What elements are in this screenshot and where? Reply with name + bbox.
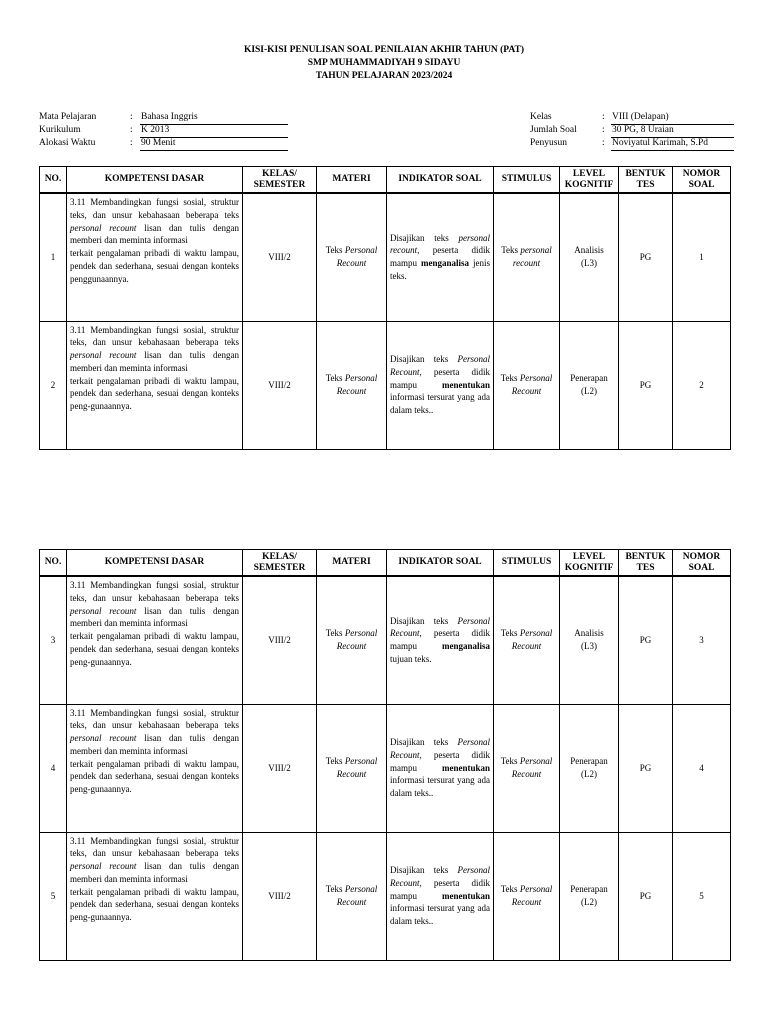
stimulus-text-italic: Personal Recount (511, 884, 553, 907)
indikator-text-bold: menentukan (441, 890, 490, 901)
cell-stimulus (494, 704, 560, 832)
table-row (40, 321, 731, 449)
indikator-text-bold: menentukan (441, 379, 490, 390)
meta-colon: : (130, 138, 133, 148)
indikator-text: peserta didik mampu (390, 749, 490, 773)
indikator-text: peserta didik mampu (390, 628, 490, 652)
kd-text-italic: personal recount (70, 733, 137, 744)
meta-label: Jumlah Soal (530, 125, 577, 135)
kd-text: 3.11 Membandingkan fungsi sosial, struktur teks, dan unsur kebahasaan beberapa teks (70, 707, 239, 731)
kd-text-italic: personal recount (70, 222, 137, 233)
kd-text: 3.11 Membandingkan fungsi sosial, struktur teks, dan unsur kebahasaan beberapa teks (70, 324, 239, 348)
stimulus-text: Teks (500, 884, 520, 895)
cell-indikator (387, 704, 494, 832)
cell-kompetensi-dasar (67, 704, 243, 832)
col-header-bentuk-line2: TES (636, 179, 655, 190)
kd-text: terkait pengalaman pribadi di waktu lampau, pendek dan sederhana, sesuai dengan konteks peng-gunaannya. (70, 758, 239, 795)
meta-colon: : (130, 125, 133, 135)
indikator-text: Disajikan teks (390, 232, 459, 243)
cell-bentuk-tes: PG (619, 193, 673, 321)
kd-text: 3.11 Membandingkan fungsi sosial, struktur teks, dan unsur kebahasaan beberapa teks (70, 197, 239, 220)
kd-text: 3.11 Membandingkan fungsi sosial, struktur teks, dan unsur kebahasaan beberapa teks (70, 835, 239, 859)
indikator-text-italic: Personal Recount, (390, 865, 490, 888)
cell-kompetensi-dasar (67, 193, 243, 321)
stimulus-text: Teks (501, 245, 521, 256)
table-row (40, 704, 731, 832)
cell-kelas: VIII/2 (243, 704, 317, 832)
indikator-text: Disajikan teks (390, 354, 458, 364)
materi-text-italic: Personal Recount (336, 373, 378, 396)
cell-no: 4 (40, 704, 67, 832)
level-code: (L3) (581, 258, 597, 269)
title-line-3: TAHUN PELAJARAN 2023/2024 (315, 71, 453, 81)
indikator-text: Disajikan teks (390, 737, 458, 747)
meta-row-time (39, 137, 289, 150)
col-header-level (560, 167, 619, 194)
meta-colon: : (602, 112, 605, 122)
col-header-bentuk-line1: BENTUK (625, 168, 666, 179)
title-line-2: SMP MUHAMMADIYAH 9 SIDAYU (307, 58, 461, 68)
stimulus-text: Teks (500, 373, 520, 384)
col-header-nomor-line1: NOMOR (682, 168, 721, 179)
stimulus-text: Teks (500, 756, 520, 767)
level-code: (L3) (581, 641, 597, 652)
materi-text: Teks (325, 884, 345, 895)
cell-level-kognitif (560, 832, 619, 960)
kd-text: terkait pengalaman pribadi di waktu lampau, pendek dan sederhana, sesuai dengan konteks peng-gunaannya. (70, 631, 239, 667)
materi-text-italic: Personal Recount (336, 884, 378, 907)
indikator-text-bold: menentukan (441, 762, 490, 773)
table-row (40, 193, 731, 321)
meta-row-author (530, 137, 734, 150)
table-header-row (40, 550, 731, 577)
indikator-text-italic: personal recount, (390, 232, 490, 256)
col-header-nomor-line1: NOMOR (682, 551, 721, 562)
meta-label: Penyusun (530, 138, 567, 148)
col-header-kd: KOMPETENSI DASAR (67, 167, 243, 194)
kd-text: lisan dan tulis dengan memberi dan meminta informasi (70, 733, 239, 756)
meta-label: Kurikulum (39, 125, 81, 135)
meta-row-subject (39, 111, 289, 124)
meta-value: Bahasa Inggris (140, 111, 288, 125)
cell-level-kognitif (560, 576, 619, 704)
cell-kelas: VIII/2 (243, 576, 317, 704)
meta-colon: : (602, 138, 605, 148)
meta-label: Kelas (530, 112, 552, 122)
meta-value: Noviyatul Karimah, S.Pd (611, 137, 734, 151)
stimulus-text-italic: personal recount (512, 245, 552, 269)
cell-indikator (387, 832, 494, 960)
materi-text-italic: Personal Recount (336, 756, 378, 779)
indikator-text: peserta didik mampu (390, 366, 490, 390)
cell-bentuk-tes: PG (619, 321, 673, 449)
cell-level-kognitif (560, 193, 619, 321)
cell-nomor-soal: 4 (673, 704, 731, 832)
kd-text-italic: personal recount (70, 350, 137, 361)
indikator-text: tujuan teks. (390, 654, 432, 665)
level-code: (L2) (581, 386, 597, 396)
meta-row-question-count (530, 124, 734, 137)
col-header-bentuk-line1: BENTUK (625, 551, 666, 562)
meta-colon: : (602, 125, 605, 135)
kisi-table-2 (39, 549, 731, 961)
kd-text: terkait pengalaman pribadi di waktu lampau, pendek dan sederhana, sesuai dengan konteks peng-gunaannya. (70, 886, 239, 923)
col-header-indikator: INDIKATOR SOAL (387, 167, 494, 194)
indikator-text: informasi tersurat yang ada dalam teks.. (390, 392, 490, 416)
kd-text: terkait pengalaman pribadi di waktu lampau, pendek dan sederhana, sesuai dengan konteks penggunaannya. (70, 248, 239, 284)
table-header-row (40, 167, 731, 194)
cell-kompetensi-dasar (67, 832, 243, 960)
indikator-text: Disajikan teks (390, 615, 458, 626)
cell-kelas: VIII/2 (243, 321, 317, 449)
cell-kelas: VIII/2 (243, 832, 317, 960)
indikator-text-bold: menganalisa (441, 641, 490, 652)
level-text: Analisis (574, 628, 604, 639)
meta-left (39, 111, 289, 150)
col-header-no: NO. (40, 550, 67, 577)
indikator-text-italic: Personal Recount, (390, 737, 490, 760)
meta-label: Mata Pelajaran (39, 112, 97, 122)
cell-stimulus (494, 832, 560, 960)
document-title (0, 44, 768, 83)
cell-bentuk-tes: PG (619, 576, 673, 704)
meta-right (530, 111, 734, 150)
col-header-bentuk (619, 167, 673, 194)
col-header-nomor (673, 550, 731, 577)
meta-colon: : (130, 112, 133, 122)
cell-nomor-soal: 3 (673, 576, 731, 704)
col-header-materi: MATERI (317, 167, 387, 194)
title-line-1: KISI-KISI PENULISAN SOAL PENILAIAN AKHIR TAHUN (PAT) (243, 45, 525, 55)
indikator-text: peserta didik mampu (390, 877, 490, 901)
table-row (40, 576, 731, 704)
kisi-table-1 (39, 166, 731, 450)
col-header-stimulus: STIMULUS (494, 550, 560, 577)
cell-stimulus (494, 576, 560, 704)
meta-value: 90 Menit (140, 137, 288, 151)
col-header-materi: MATERI (317, 550, 387, 577)
stimulus-text-italic: Personal Recount (511, 756, 553, 779)
col-header-kelas-line2: SEMESTER (253, 562, 306, 573)
stimulus-text-italic: Personal Recount (511, 373, 553, 396)
materi-text: Teks (325, 245, 345, 256)
table-row (40, 832, 731, 960)
materi-text: Teks (325, 756, 345, 767)
cell-stimulus (494, 193, 560, 321)
cell-kompetensi-dasar (67, 321, 243, 449)
col-header-nomor-line2: SOAL (688, 562, 715, 573)
col-header-no: NO. (40, 167, 67, 194)
meta-row-class (530, 111, 734, 124)
cell-no: 3 (40, 576, 67, 704)
kd-text-italic: personal recount (70, 605, 137, 616)
cell-nomor-soal: 1 (673, 193, 731, 321)
stimulus-text: Teks (500, 628, 520, 639)
col-header-level-line1: LEVEL (572, 168, 606, 179)
cell-kompetensi-dasar (67, 576, 243, 704)
level-code: (L2) (581, 769, 597, 779)
materi-text-italic: Personal Recount (336, 245, 378, 269)
cell-materi (317, 321, 387, 449)
kd-text: terkait pengalaman pribadi di waktu lampau, pendek dan sederhana, sesuai dengan konteks peng-gunaannya. (70, 375, 239, 412)
cell-level-kognitif (560, 704, 619, 832)
col-header-nomor (673, 167, 731, 194)
meta-row-curriculum (39, 124, 289, 137)
kd-text: 3.11 Membandingkan fungsi sosial, struktur teks, dan unsur kebahasaan beberapa teks (70, 580, 239, 603)
col-header-level-line1: LEVEL (572, 551, 606, 562)
col-header-indikator: INDIKATOR SOAL (387, 550, 494, 577)
indikator-text: informasi tersurat yang ada dalam teks.. (390, 775, 490, 799)
level-code: (L2) (581, 897, 597, 907)
cell-materi (317, 704, 387, 832)
kd-text: lisan dan tulis dengan memberi dan meminta informasi (70, 861, 239, 884)
cell-level-kognitif (560, 321, 619, 449)
level-text: Penerapan (570, 373, 608, 384)
cell-nomor-soal: 5 (673, 832, 731, 960)
cell-bentuk-tes: PG (619, 832, 673, 960)
col-header-nomor-line2: SOAL (688, 179, 715, 190)
cell-kelas: VIII/2 (243, 193, 317, 321)
materi-text-italic: Personal Recount (336, 628, 378, 652)
cell-no: 2 (40, 321, 67, 449)
cell-materi (317, 576, 387, 704)
col-header-level-line2: KOGNITIF (564, 562, 614, 573)
stimulus-text-italic: Personal Recount (511, 628, 553, 652)
indikator-text: peserta didik mampu (390, 245, 490, 269)
meta-value: VIII (Delapan) (611, 111, 734, 125)
cell-nomor-soal: 2 (673, 321, 731, 449)
indikator-text: jenis teks. (390, 258, 491, 282)
indikator-text: Disajikan teks (390, 865, 458, 875)
col-header-kd: KOMPETENSI DASAR (67, 550, 243, 577)
col-header-kelas-line1: KELAS/ (262, 551, 297, 562)
materi-text: Teks (325, 628, 345, 639)
table-body-2 (40, 576, 731, 960)
cell-stimulus (494, 321, 560, 449)
cell-materi (317, 193, 387, 321)
col-header-bentuk (619, 550, 673, 577)
meta-label: Alokasi Waktu (39, 138, 96, 148)
col-header-stimulus: STIMULUS (494, 167, 560, 194)
col-header-kelas (243, 167, 317, 194)
level-text: Penerapan (570, 756, 608, 767)
col-header-level-line2: KOGNITIF (564, 179, 614, 190)
cell-no: 1 (40, 193, 67, 321)
cell-bentuk-tes: PG (619, 704, 673, 832)
kd-text: lisan dan tulis dengan memberi dan meminta informasi (70, 222, 239, 246)
col-header-level (560, 550, 619, 577)
cell-indikator (387, 576, 494, 704)
table-body-1 (40, 193, 731, 449)
indikator-text-italic: Personal Recount, (390, 354, 490, 377)
indikator-text-bold: menganalisa (421, 258, 470, 269)
kd-text: lisan dan tulis dengan memberi dan meminta informasi (70, 350, 239, 373)
level-text: Penerapan (570, 884, 608, 895)
col-header-kelas-line1: KELAS/ (262, 168, 297, 179)
col-header-bentuk-line2: TES (636, 562, 655, 573)
kd-text-italic: personal recount (70, 861, 137, 872)
kd-text: lisan dan tulis dengan memberi dan meminta informasi (70, 605, 239, 629)
indikator-text: informasi tersurat yang ada dalam teks.. (390, 903, 490, 927)
meta-value: K 2013 (140, 124, 288, 138)
materi-text: Teks (325, 373, 345, 384)
indikator-text-italic: Personal Recount, (390, 615, 490, 639)
level-text: Analisis (574, 245, 604, 256)
cell-indikator (387, 321, 494, 449)
cell-no: 5 (40, 832, 67, 960)
col-header-kelas-line2: SEMESTER (253, 179, 306, 190)
meta-value: 30 PG, 8 Uraian (611, 124, 734, 138)
cell-indikator (387, 193, 494, 321)
col-header-kelas (243, 550, 317, 577)
cell-materi (317, 832, 387, 960)
